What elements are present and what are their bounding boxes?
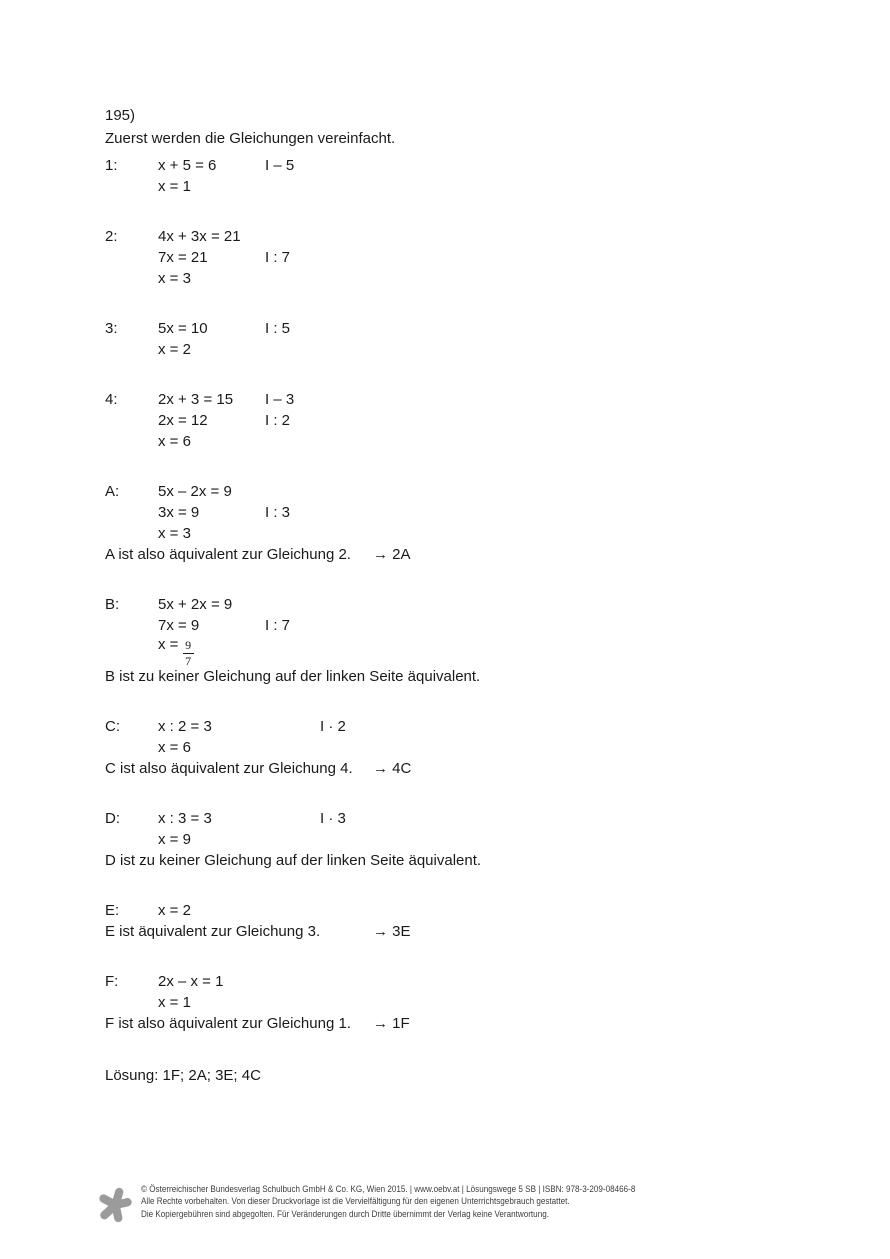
equation-block	[105, 594, 835, 687]
equation-label: B:	[105, 596, 120, 613]
equation-label: 3:	[105, 320, 118, 337]
equation-label: E:	[105, 902, 120, 919]
conclusion-text: A ist also äquivalent zur Gleichung 2.	[105, 546, 351, 563]
equation-label: 4:	[105, 391, 118, 408]
equation-line	[105, 615, 835, 636]
equation-text: 7x = 9	[158, 617, 200, 634]
equation-line	[105, 318, 835, 339]
equation-label	[105, 992, 158, 1013]
equation-text: 2x – x = 1	[158, 973, 224, 990]
equation-text: x = 2	[158, 902, 191, 919]
mapping-text: → 2A	[373, 546, 411, 563]
equation-block	[105, 481, 835, 565]
equation-block	[105, 808, 835, 871]
operation-text: I : 3	[265, 504, 291, 521]
equation-line	[105, 829, 835, 850]
equation-line	[105, 594, 835, 615]
footer-text	[141, 1183, 635, 1220]
equation-text: x = 3	[158, 270, 191, 287]
fraction	[183, 639, 194, 667]
solution-document	[105, 105, 835, 1086]
equation-block	[105, 716, 835, 779]
footer-rights-line: Alle Rechte vorbehalten. Von dieser Druckvorlage ist die Vervielfältigung für den eigenen Unterrichtsgebrauch gestattet.	[141, 1196, 570, 1207]
equation-text: x : 2 = 3	[158, 718, 212, 735]
operation-text: I : 7	[265, 249, 291, 266]
equation-blocks	[105, 155, 835, 1034]
mapping-text: → 3E	[373, 923, 411, 940]
equation-text: 5x – 2x = 9	[158, 483, 232, 500]
equation-line	[105, 481, 835, 502]
operation-text: I – 5	[265, 157, 295, 174]
equation-block	[105, 318, 835, 360]
operation-text: I · 3	[320, 810, 346, 827]
equation-label	[105, 176, 158, 197]
equation-line	[105, 410, 835, 431]
page-footer	[97, 1183, 690, 1226]
equation-line	[105, 636, 835, 666]
conclusion-text: B ist zu keiner Gleichung auf der linken Seite äquivalent.	[105, 668, 481, 685]
equation-label: C:	[105, 718, 120, 735]
conclusion-line	[105, 758, 835, 779]
equation-label	[105, 268, 158, 289]
equation-block	[105, 155, 835, 197]
equation-label	[105, 829, 158, 850]
equation-label: 2:	[105, 228, 118, 245]
equation-label	[105, 615, 158, 636]
conclusion-text: D ist zu keiner Gleichung auf der linken Seite äquivalent.	[105, 852, 482, 869]
operation-text: I – 3	[265, 391, 295, 408]
equation-text: 5x = 10	[158, 320, 208, 337]
problem-number: 195)	[105, 107, 136, 124]
equation-line	[105, 971, 835, 992]
problem-number-line	[105, 105, 835, 126]
equation-label	[105, 523, 158, 544]
equation-line	[105, 808, 835, 829]
equation-label: 1:	[105, 157, 118, 174]
equation-text: x = 6	[158, 433, 191, 450]
equation-line	[105, 431, 835, 452]
equation-text: x = 2	[158, 341, 191, 358]
equation-label	[105, 431, 158, 452]
equation-text: 3x = 9	[158, 504, 200, 521]
operation-text: I · 2	[320, 718, 346, 735]
footer-copyright-line: © Österreichischer Bundesverlag Schulbuch GmbH & Co. KG, Wien 2015. | www.oebv.at | Lösungswege 5 SB | ISBN: 978-3-209-08466-8	[141, 1184, 636, 1194]
equation-line	[105, 339, 835, 360]
equation-label	[105, 247, 158, 268]
equation-line	[105, 502, 835, 523]
equation-text: 2x = 12	[158, 412, 208, 429]
equation-line	[105, 992, 835, 1013]
fraction-denominator: 7	[185, 654, 192, 668]
equation-label	[105, 339, 158, 360]
equation-text: 5x + 2x = 9	[158, 596, 233, 613]
equation-label: F:	[105, 973, 119, 990]
conclusion-line	[105, 850, 835, 871]
oebv-logo-icon	[97, 1184, 134, 1226]
fraction-numerator: 9	[185, 638, 192, 653]
equation-block	[105, 389, 835, 452]
equation-line	[105, 737, 835, 758]
equation-line	[105, 523, 835, 544]
conclusion-line	[105, 921, 835, 942]
equation-label	[105, 502, 158, 523]
equation-line	[105, 716, 835, 737]
mapping-text: → 1F	[373, 1015, 410, 1032]
equation-text	[158, 634, 194, 667]
equation-label: A:	[105, 483, 120, 500]
conclusion-line	[105, 666, 835, 687]
conclusion-text: C ist also äquivalent zur Gleichung 4.	[105, 760, 353, 777]
equation-text: x = 6	[158, 739, 191, 756]
equation-line	[105, 268, 835, 289]
equation-text: x = 9	[158, 831, 191, 848]
operation-text: I : 7	[265, 617, 291, 634]
equation-prefix: x =	[158, 636, 183, 654]
equation-text: x + 5 = 6	[158, 157, 217, 174]
footer-liability-line: Die Kopiergebühren sind abgegolten. Für Veränderungen durch Dritte übernimmt der Verlag keine Verantwortung.	[141, 1208, 549, 1219]
conclusion-line	[105, 544, 835, 565]
solution-line	[105, 1065, 835, 1086]
equation-line	[105, 176, 835, 197]
equation-line	[105, 389, 835, 410]
mapping-text: → 4C	[373, 760, 412, 777]
equation-block	[105, 900, 835, 942]
conclusion-text: F ist also äquivalent zur Gleichung 1.	[105, 1015, 351, 1032]
equation-label: D:	[105, 810, 120, 827]
equation-text: x : 3 = 3	[158, 810, 212, 827]
equation-text: 4x + 3x = 21	[158, 228, 241, 245]
equation-text: 7x = 21	[158, 249, 208, 266]
equation-line	[105, 226, 835, 247]
conclusion-text: E ist äquivalent zur Gleichung 3.	[105, 923, 321, 940]
equation-line	[105, 900, 835, 921]
equation-text: 2x + 3 = 15	[158, 391, 234, 408]
equation-text: x = 3	[158, 525, 191, 542]
equation-label	[105, 410, 158, 431]
equation-block	[105, 226, 835, 289]
solution-text: Lösung: 1F; 2A; 3E; 4C	[105, 1067, 261, 1084]
equation-label	[105, 737, 158, 758]
equation-line	[105, 247, 835, 268]
equation-block	[105, 971, 835, 1034]
intro-line	[105, 128, 835, 149]
operation-text: I : 5	[265, 320, 291, 337]
operation-text: I : 2	[265, 412, 291, 429]
equation-text: x = 1	[158, 994, 191, 1011]
equation-text: x = 1	[158, 178, 191, 195]
intro-text: Zuerst werden die Gleichungen vereinfacht.	[105, 130, 396, 147]
equation-line	[105, 155, 835, 176]
conclusion-line	[105, 1013, 835, 1034]
